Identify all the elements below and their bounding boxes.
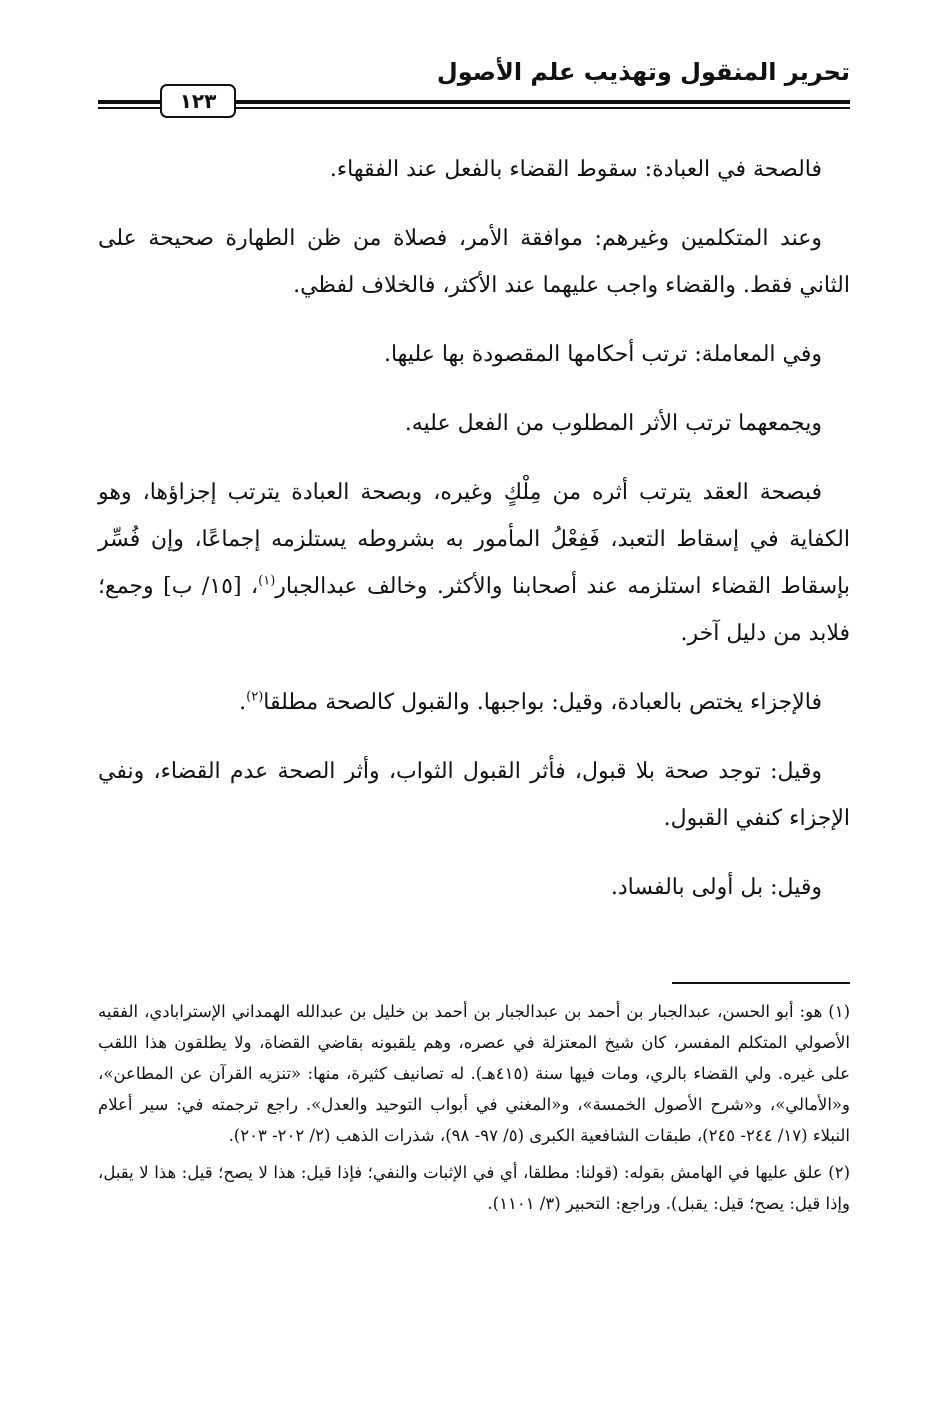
paragraph-5 xyxy=(98,469,850,657)
page-header xyxy=(98,50,850,120)
paragraph-5-text-b: ، [١٥/ ب] وجمع؛ فلابد من دليل آخر. xyxy=(98,574,850,646)
paragraph-1: فالصحة في العبادة: سقوط القضاء بالفعل عند الفقهاء. xyxy=(329,157,822,182)
paragraph-6-text-a: فالإجزاء يختص بالعبادة، وقيل: بواجبها. والقبول كالصحة مطلقا xyxy=(263,690,822,715)
paragraph-4: ويجمعهما ترتب الأثر المطلوب من الفعل عليه. xyxy=(404,411,822,436)
paragraph-6-text-b: . xyxy=(239,690,247,715)
footnote-1: (١) هو: أبو الحسن، عبدالجبار بن أحمد بن عبدالجبار بن أحمد بن خليل بن عبدالله الهمداني الإسترابادي، الفقيه الأصولي المتكلم المفسر، كان شيخ المعتزلة في عصره، وهم يلقبونه بقاضي القضاة، ولا يطلقون هذا اللقب على غيره. ولي القضاء بالري، ومات فيها سنة (٤١٥هـ). له تصانيف كثيرة، منها: «تنزيه القرآن عن المطاعن»، و«الأمالي»، و«شرح الأصول الخمسة»، و«المغني في أبواب التوحيد والعدل». راجع ترجمته في: سير أعلام النبلاء (١٧/ ٢٤٤- ٢٤٥)، طبقات الشافعية الكبرى (٥/ ٩٧- ٩٨)، شذرات الذهب (٢/ ٢٠٢- ٢٠٣). xyxy=(98,1002,850,1145)
footnote-2: (٢) علق عليها في الهامش بقوله: (قولنا: مطلقا، أي في الإثبات والنفي؛ فإذا قيل: هذا لا يصح؛ قيل: هذا لا يقبل، وإذا قيل: يصح؛ قيل: يقبل). وراجع: التحبير (٣/ ١١٠١). xyxy=(98,1163,850,1213)
page-number: ١٢٣ xyxy=(160,84,236,118)
footnotes xyxy=(98,996,850,1225)
paragraph-3: وفي المعاملة: ترتب أحكامها المقصودة بها عليها. xyxy=(383,342,822,367)
book-title: تحرير المنقول وتهذيب علم الأصول xyxy=(436,58,850,86)
footnote-ref-1[interactable]: (١) xyxy=(258,573,276,589)
main-text xyxy=(98,146,850,933)
paragraph-5-text-a: فبصحة العقد يترتب أثره من مِلْكٍ وغيره، وبصحة العبادة يترتب إجزاؤها، وهو الكفاية في إسقاط التعبد، فَفِعْلُ المأمور به بشروطه يستلزمه إجماعًا، وإن فُسِّر بإسقاط القضاء استلزمه عند أصحابنا والأكثر. وخالف عبدالجبار xyxy=(98,480,850,599)
paragraph-6 xyxy=(98,679,850,726)
paragraph-7: وقيل: توجد صحة بلا قبول، فأثر القبول الثواب، وأثر الصحة عدم القضاء، ونفي الإجزاء كنفي القبول. xyxy=(98,759,850,831)
paragraph-2: وعند المتكلمين وغيرهم: موافقة الأمر، فصلاة من ظن الطهارة صحيحة على الثاني فقط. والقضاء واجب عليهما عند الأكثر، فالخلاف لفظي. xyxy=(98,226,850,298)
footnote-ref-2[interactable]: (٢) xyxy=(246,689,264,705)
footnote-separator xyxy=(672,982,850,984)
paragraph-8: وقيل: بل أولى بالفساد. xyxy=(610,875,822,900)
